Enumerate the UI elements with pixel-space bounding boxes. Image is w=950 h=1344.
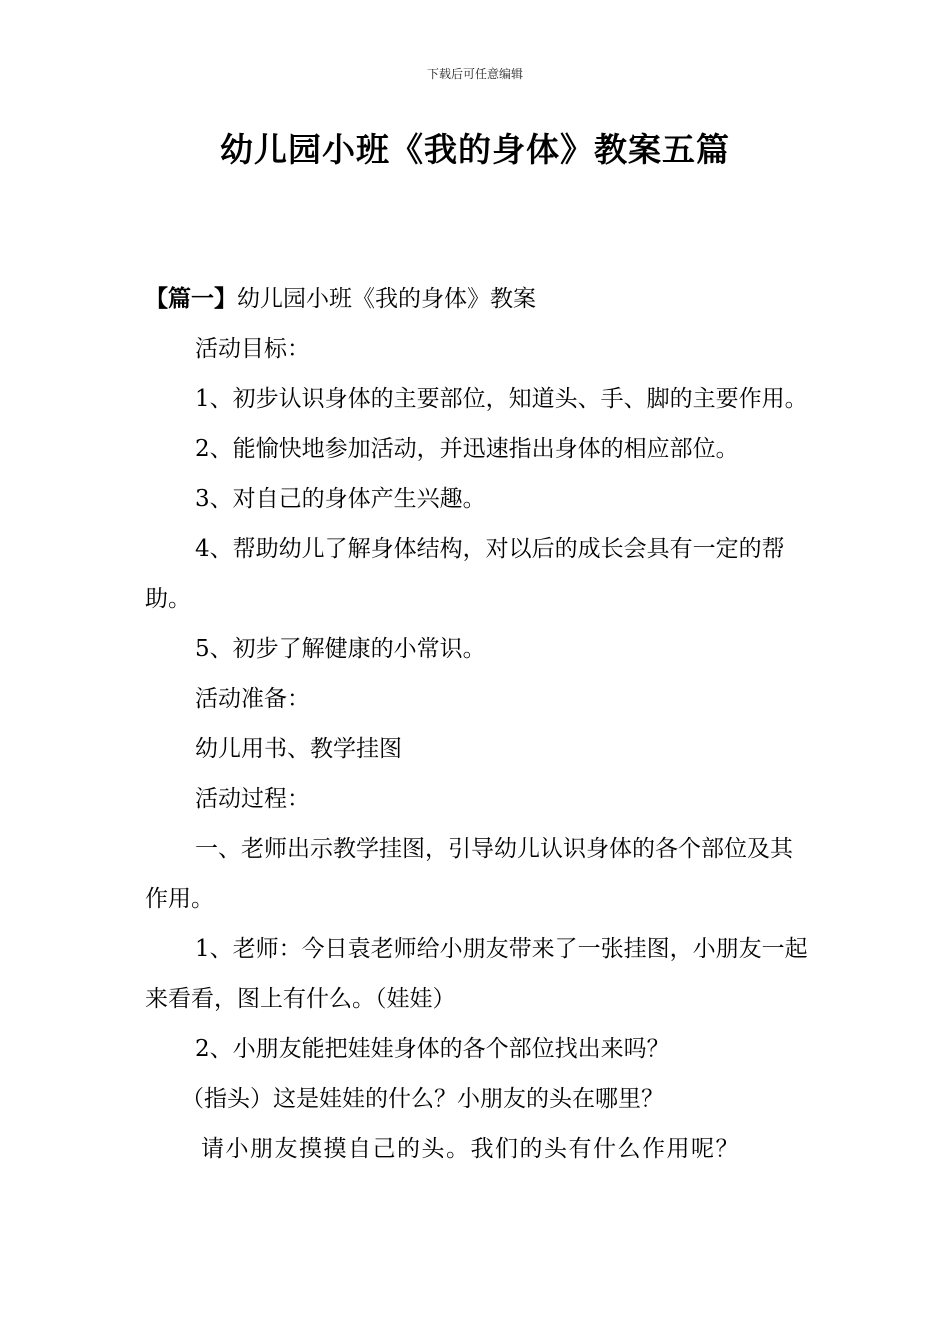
section-label: 【篇一】 [145, 285, 237, 312]
paragraph-goal-5: 5、初步了解健康的小常识。 [195, 636, 486, 662]
paragraph-head-question: （指头）这是娃娃的什么？小朋友的头在哪里？ [181, 1086, 664, 1112]
section-title: 幼儿园小班《我的身体》教案 [237, 286, 536, 312]
document-title: 幼儿园小班《我的身体》教案五篇 [220, 130, 730, 169]
paragraph-touch-head: 请小朋友摸摸自己的头。我们的头有什么作用呢？ [201, 1136, 740, 1162]
paragraph-goal-1: 1、初步认识身体的主要部位，知道头、手、脚的主要作用。 [195, 386, 808, 412]
paragraph-step-1: 一、老师出示教学挂图，引导幼儿认识身体的各个部位及其作用。 [145, 836, 793, 912]
header-note: 下载后可任意编辑 [426, 67, 523, 81]
paragraph-materials: 幼儿用书、教学挂图 [195, 736, 402, 762]
paragraph-substep-1: 1、老师：今日袁老师给小朋友带来了一张挂图，小朋友一起来看看，图上有什么。（娃娃） [145, 936, 808, 1012]
paragraph-activity-goals: 活动目标： [195, 336, 310, 362]
paragraph-activity-process: 活动过程： [195, 786, 310, 812]
paragraph-substep-2: 2、小朋友能把娃娃身体的各个部位找出来吗？ [195, 1036, 670, 1062]
section-heading [145, 274, 809, 324]
paragraph-goal-3: 3、对自己的身体产生兴趣。 [195, 486, 486, 512]
paragraph-goal-2: 2、能愉快地参加活动，并迅速指出身体的相应部位。 [195, 436, 739, 462]
paragraph-activity-preparation: 活动准备： [195, 686, 310, 712]
paragraph-goal-4: 4、帮助幼儿了解身体结构，对以后的成长会具有一定的帮助。 [145, 536, 785, 612]
document-body [145, 274, 809, 1174]
